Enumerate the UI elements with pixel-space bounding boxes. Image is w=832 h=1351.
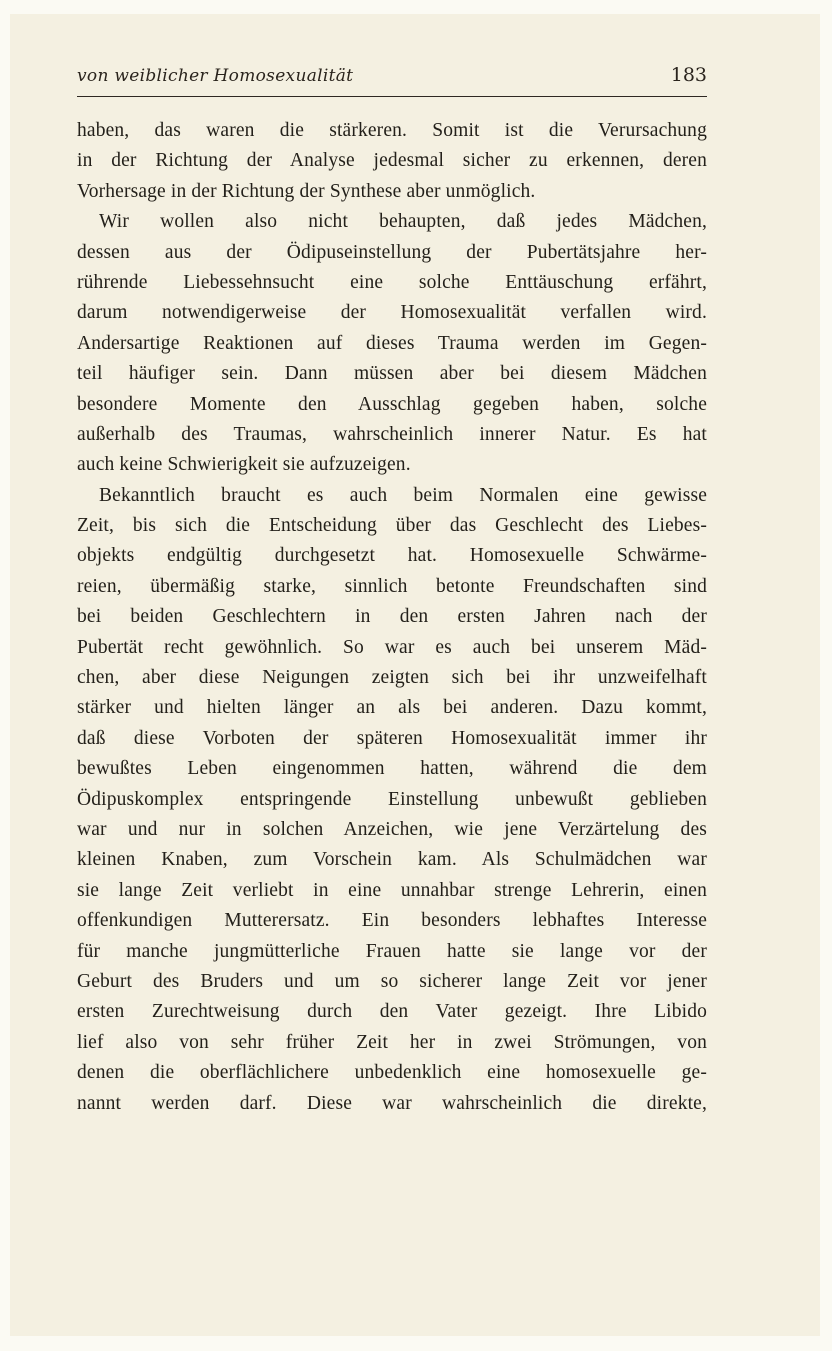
- text-line: rührende Liebessehnsucht eine solche Enttäuschung erfährt,: [77, 271, 707, 293]
- text-line: Bekanntlich braucht es auch beim Normalen eine gewisse: [99, 484, 707, 506]
- paragraph: [77, 207, 707, 481]
- text-line: nannt werden darf. Diese war wahrscheinlich die direkte,: [77, 1092, 707, 1114]
- text-line: außerhalb des Traumas, wahrscheinlich innerer Natur. Es hat: [77, 423, 707, 445]
- text-line: Wir wollen also nicht behaupten, daß jedes Mädchen,: [99, 211, 707, 233]
- text-line: denen die oberflächlichere unbedenklich eine homosexuelle ge-: [77, 1062, 707, 1084]
- text-line: Andersartige Reaktionen auf dieses Trauma werden im Gegen-: [77, 332, 707, 354]
- text-line: ersten Zurechtweisung durch den Vater gezeigt. Ihre Libido: [77, 1001, 707, 1023]
- text-line: objekts endgültig durchgesetzt hat. Homosexuelle Schwärme-: [77, 545, 707, 567]
- running-head: von weiblicher Homosexualität: [77, 66, 354, 86]
- text-line: war und nur in solchen Anzeichen, wie jene Verzärtelung des: [77, 818, 707, 840]
- text-line: auch keine Schwierigkeit sie aufzuzeigen.: [77, 454, 411, 476]
- text-line: reien, übermäßig starke, sinnlich betonte Freundschaften sind: [77, 575, 707, 597]
- text-line: für manche jungmütterliche Frauen hatte sie lange vor der: [77, 940, 707, 962]
- text-line: Pubertät recht gewöhnlich. So war es auch bei unserem Mäd-: [77, 636, 707, 658]
- text-line: bei beiden Geschlechtern in den ersten Jahren nach der: [77, 606, 707, 628]
- text-line: in der Richtung der Analyse jedesmal sicher zu erkennen, deren: [77, 150, 707, 172]
- text-line: teil häufiger sein. Dann müssen aber bei diesem Mädchen: [77, 363, 707, 385]
- text-line: haben, das waren die stärkeren. Somit ist die Verursachung: [77, 120, 707, 141]
- text-line: Ödipuskomplex entspringende Einstellung unbewußt geblieben: [77, 788, 707, 810]
- paragraph: [77, 116, 707, 207]
- text-line: offenkundigen Mutterersatz. Ein besonders lebhaftes Interesse: [77, 910, 707, 932]
- page-number: 183: [670, 64, 707, 86]
- text-line: dessen aus der Ödipuseinstellung der Pubertätsjahre her-: [77, 241, 707, 263]
- text-line: Zeit, bis sich die Entscheidung über das Geschlecht des Liebes-: [77, 515, 707, 537]
- text-line: sie lange Zeit verliebt in eine unnahbar strenge Lehrerin, einen: [77, 879, 707, 901]
- body-text: [77, 116, 707, 1119]
- text-line: chen, aber diese Neigungen zeigten sich bei ihr unzweifelhaft: [77, 667, 707, 689]
- text-line: bewußtes Leben eingenommen hatten, während die dem: [77, 758, 707, 780]
- header-rule: [77, 96, 707, 97]
- text-line: darum notwendigerweise der Homosexualität verfallen wird.: [77, 302, 707, 324]
- text-line: besondere Momente den Ausschlag gegeben haben, solche: [77, 393, 707, 415]
- text-line: lief also von sehr früher Zeit her in zwei Strömungen, von: [77, 1031, 707, 1053]
- text-line: Vorhersage in der Richtung der Synthese aber unmöglich.: [77, 180, 536, 202]
- text-line: kleinen Knaben, zum Vorschein kam. Als Schulmädchen war: [77, 849, 707, 871]
- text-line: stärker und hielten länger an als bei anderen. Dazu kommt,: [77, 697, 707, 719]
- text-line: daß diese Vorboten der späteren Homosexualität immer ihr: [77, 727, 707, 749]
- paragraph: [77, 481, 707, 1119]
- text-line: Geburt des Bruders und um so sicherer lange Zeit vor jener: [77, 970, 707, 992]
- page-header: [77, 64, 707, 94]
